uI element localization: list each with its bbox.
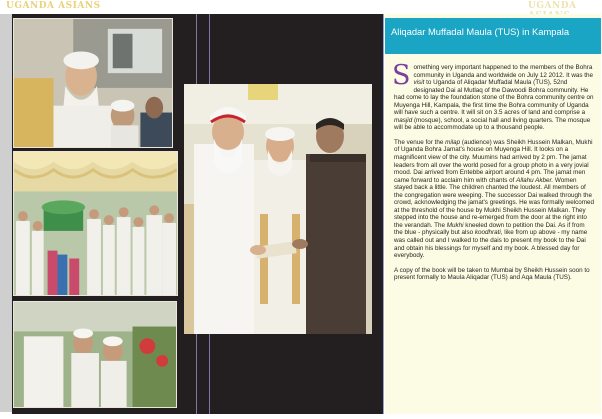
drop-cap: S [392,60,411,91]
italic-term: masjid [394,116,413,124]
column-guide [383,14,384,414]
article-title: Aliqadar Muffadal Maula (TUS) in Kampala [391,26,570,37]
italic-term: koodhrati [474,229,501,237]
article-body [392,60,594,289]
text-run: , like from up above - my name was called out and I walked to the dais to present my book to the Dai and obtain his blessings for myself and my book. A blessed day for everybody. [394,229,588,260]
text-run: kneeled down to petition the Dai. As if from the blue - physically but also [394,221,585,237]
article-paragraph [394,267,594,282]
text-run: omething very important happened to the members of the Bohra community in Uganda and worldwide on July 12 2012. It was the [413,64,594,79]
italic-term: Allahu Akber. [516,176,554,184]
photo-congregation [13,151,178,296]
italic-term: milap [445,138,461,146]
text-run: The venue for the [394,138,446,146]
text-run: Women stayed back a little. The children chanted the loudest. All members of the congregation were weeping. The successor Dai walked through the crowd, acknowledging the jamat's greetings. He was formally welcomed at the threshold of the house by Mukhi Sheikh Hussein Malkan. They stepped into the house and re-emerged from the door at the right into the verandah. The [394,176,594,229]
italic-term: Mukhi [446,221,464,229]
photo-book-presentation [184,84,372,334]
text-run: (mosque), school, a social hall and living quarters. The mosque will be able to accommodate up to a thousand people. [394,116,591,132]
section-label: UGANDA ASIANS [6,1,101,11]
section-label-right: UGANDA [528,1,577,11]
article-paragraph [394,139,594,260]
article-title-bar [385,18,601,54]
text-run: (audience) was Sheikh Hussein Malkan, Mukhi of Uganda Bohra Jamat's house on Muyenga Hill. It looks on a magnificent view of the city. Muumins had arrived by 2 pm. The jamat leaders from all over the world posed for a group photo in a very jovial mood. Dai arrived from Entebbe airport around 4 pm. The jamat men came forward to acclaim him with chants of [394,138,593,184]
header-band [0,0,602,14]
article-paragraph [392,60,594,132]
photo-dai-event [13,301,177,408]
text-run: to Uganda of Aliqadar Muffadal Maula (TUS), 52nd designated Dai al Mutlaq of the Dawoodi Bohra community. He had come to lay the foundation stone of the Bohra community centre on Muyenga Hill, Kampala, the first time the Bohra community of Uganda will have such a centre. It will sit on 3.5 acres of land and comprise a [394,79,594,117]
italic-term: visit [413,79,425,87]
photo-dai-greeting [13,18,173,148]
text-run: A copy of the book will be taken to Mumbai by Sheikh Hussein soon to present formally to Maula Aliqadar (TUS) and Aqa Maula (TUS). [394,266,590,282]
page-margin [0,14,12,412]
article-panel [385,14,601,414]
